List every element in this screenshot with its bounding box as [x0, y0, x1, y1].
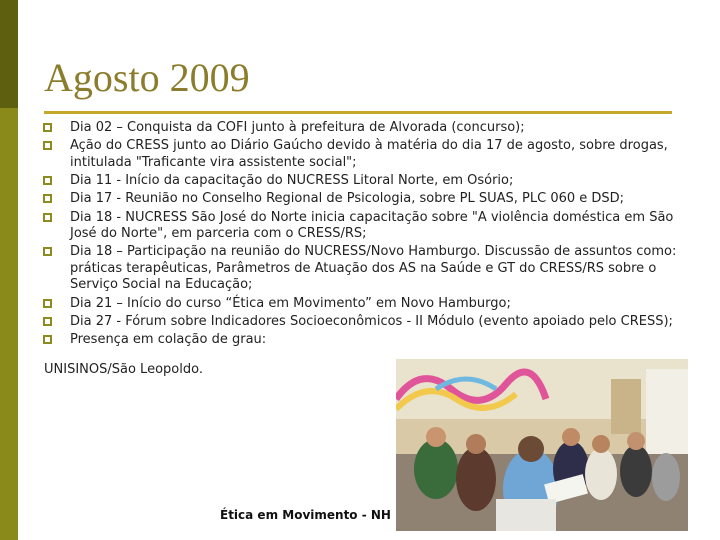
list-item — [44, 332, 694, 349]
square-bullet-icon — [43, 176, 52, 185]
side-bar-top — [0, 0, 18, 108]
list-item-text: Dia 21 – Início do curso “Ética em Movimento” em Novo Hamburgo; — [70, 295, 511, 311]
title-underline — [44, 111, 672, 114]
square-bullet-icon — [43, 123, 52, 132]
list-item — [44, 296, 694, 313]
photo-caption: Ética em Movimento - NH — [220, 508, 391, 522]
slide-title: Agosto 2009 — [44, 55, 250, 100]
list-item — [44, 173, 694, 190]
list-item — [44, 120, 694, 137]
list-item-text: Dia 02 – Conquista da COFI junto à prefeitura de Alvorada (concurso); — [70, 120, 525, 135]
square-bullet-icon — [43, 213, 52, 222]
list-item-text: Dia 18 - NUCRESS São José do Norte inicia capacitação sobre "A violência doméstica em São José do Norte", em parceria com o CRESS/RS; — [70, 209, 674, 242]
list-item — [44, 138, 694, 171]
list-item-text: Dia 18 – Participação na reunião do NUCRESS/Novo Hamburgo. Discussão de assuntos como: práticas terapêuticas, Parâmetros de Atuação dos AS na Saúde e GT do CRESS/RS sobre o Serviço Social na Educação; — [70, 244, 677, 293]
square-bullet-icon — [43, 194, 52, 203]
square-bullet-icon — [43, 335, 52, 344]
list-item-text: Dia 27 - Fórum sobre Indicadores Socioeconômicos - II Módulo (evento apoiado pelo CRESS); — [70, 314, 673, 330]
bullet-list — [44, 120, 694, 351]
square-bullet-icon — [43, 247, 52, 256]
list-item-text: Dia 11 - Início da capacitação do NUCRESS Litoral Norte, em Osório; — [70, 173, 514, 189]
square-bullet-icon — [43, 299, 52, 308]
list-item — [44, 191, 694, 208]
event-photo — [396, 359, 688, 531]
list-item-text: Dia 17 - Reunião no Conselho Regional de Psicologia, sobre PL SUAS, PLC 060 e DSD; — [70, 191, 625, 207]
square-bullet-icon — [43, 141, 52, 150]
list-item — [44, 210, 694, 243]
list-item-text: Ação do CRESS junto ao Diário Gaúcho devido à matéria do dia 17 de agosto, sobre drogas, intitulada "Traficante vira assistente social"; — [70, 138, 668, 170]
list-item — [44, 244, 694, 294]
continuation-text: UNISINOS/São Leopoldo. — [44, 362, 203, 377]
list-item — [44, 314, 694, 331]
square-bullet-icon — [43, 317, 52, 326]
list-item-text: Presença em colação de grau: — [70, 332, 267, 348]
